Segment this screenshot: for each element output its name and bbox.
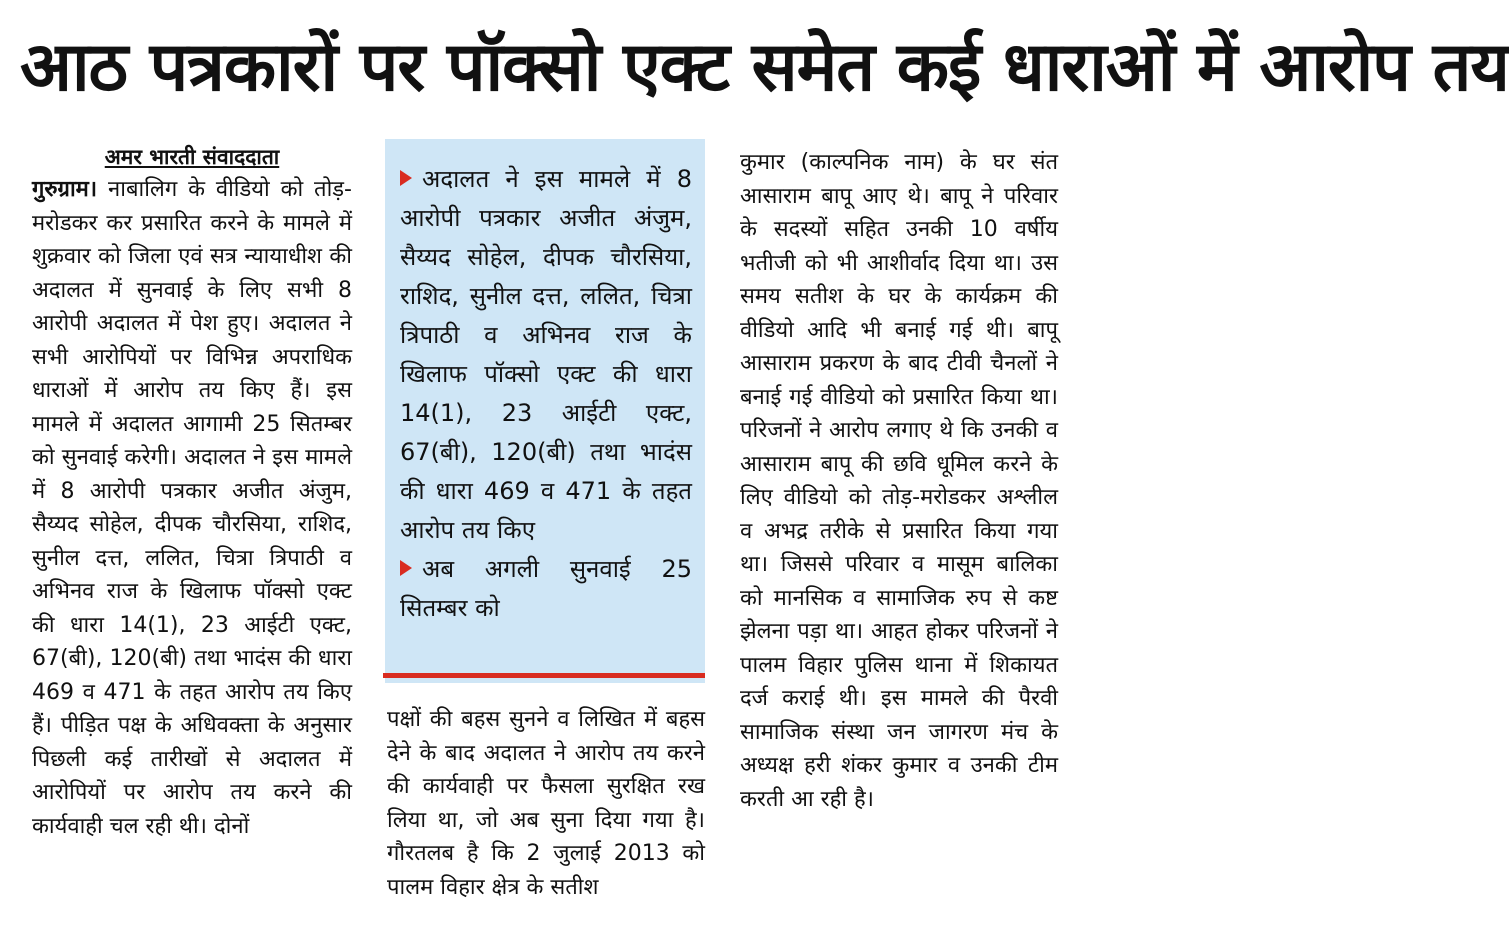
highlight-item [400, 550, 692, 628]
article-column-1 [32, 141, 352, 843]
article-body-1: नाबालिग के वीडियो को तोड़-मरोडकर कर प्रसारित करने के मामले में शुक्रवार को जिला एवं सत्र न्यायाधीश की अदालत में सुनवाई के लिए सभी 8 आरोपी अदालत में पेश हुए। अदालत ने सभी आरोपियों पर विभिन्न अपराधिक धाराओं में आरोप तय किए हैं। इस मामले में अदालत आगामी 25 सितम्बर को सुनवाई करेगी। अदालत ने इस मामले में 8 आरोपी पत्रकार अजीत अंजुम, सैय्यद सोहेल, दीपक चौरसिया, राशिद, सुनील दत्त, ललित, चित्रा त्रिपाठी व अभिनव राज के खिलाफ पॉक्सो एक्ट की धारा 14(1), 23 आईटी एक्ट, 67(बी), 120(बी) तथा भादंस की धारा 469 व 471 के तहत आरोप तय किए हैं। पीड़ित पक्ष के अधिवक्ता के अनुसार पिछली कई तारीखों से अदालत में आरोपियों पर आरोप तय करने की कार्यवाही चल रही थी। दोनों [32, 177, 352, 839]
dateline: गुरुग्राम। [32, 177, 98, 202]
triangle-right-icon [400, 170, 412, 186]
headline: आठ पत्रकारों पर पॉक्सो एक्ट समेत कई धाराओं में आरोप तय [20, 28, 1509, 107]
article-paragraph-3: कुमार (काल्पनिक नाम) के घर संत आसाराम बापू आए थे। बापू ने परिवार के सदस्यों सहित उनकी 10 वर्षीय भतीजी को भी आशीर्वाद दिया था। उस समय सतीश के घर के कार्यक्रम की वीडियो आदि भी बनाई गई थी। बापू आसाराम प्रकरण के बाद टीवी चैनलों ने बनाई गई वीडियो को प्रसारित किया था। परिजनों ने आरोप लगाए थे कि उनकी व आसाराम बापू की छवि धूमिल करने के लिए वीडियो को तोड़-मरोडकर अश्लील व अभद्र तरीके से प्रसारित किया गया था। जिससे परिवार व मासूम बालिका को मानसिक व सामाजिक रुप से कष्ट झेलना पड़ा था। आहत होकर परिजनों ने पालम विहार पुलिस थाना में शिकायत दर्ज कराई थी। इस मामले की पैरवी सामाजिक संस्था जन जागरण मंच के अध्यक्ष हरी शंकर कुमार व उनकी टीम करती आ रही है। [740, 150, 1058, 812]
highlight-item [400, 160, 692, 550]
highlight-item-text: अब अगली सुनवाई 25 सितम्बर को [400, 555, 692, 622]
red-divider [383, 673, 705, 678]
triangle-right-icon [400, 560, 412, 576]
article-paragraph-1 [32, 173, 352, 843]
article-column-3 [740, 146, 1058, 816]
byline: अमर भारती संवाददाता [104, 145, 280, 169]
article-column-2 [387, 703, 705, 904]
highlight-content [400, 160, 692, 628]
highlight-item-text: अदालत ने इस मामले में 8 आरोपी पत्रकार अजीत अंजुम, सैय्यद सोहेल, दीपक चौरसिया, राशिद, सुनील दत्त, ललित, चित्रा त्रिपाठी व अभिनव राज के खिलाफ पॉक्सो एक्ट की धारा 14(1), 23 आईटी एक्ट, 67(बी), 120(बी) तथा भादंस की धारा 469 व 471 के तहत आरोप तय किए [400, 165, 692, 544]
article-paragraph-2: पक्षों की बहस सुनने व लिखित में बहस देने के बाद अदालत ने आरोप तय करने की कार्यवाही पर फैसला सुरक्षित रख लिया था, जो अब सुना दिया गया है। गौरतलब है कि 2 जुलाई 2013 को पालम विहार क्षेत्र के सतीश [387, 707, 705, 900]
